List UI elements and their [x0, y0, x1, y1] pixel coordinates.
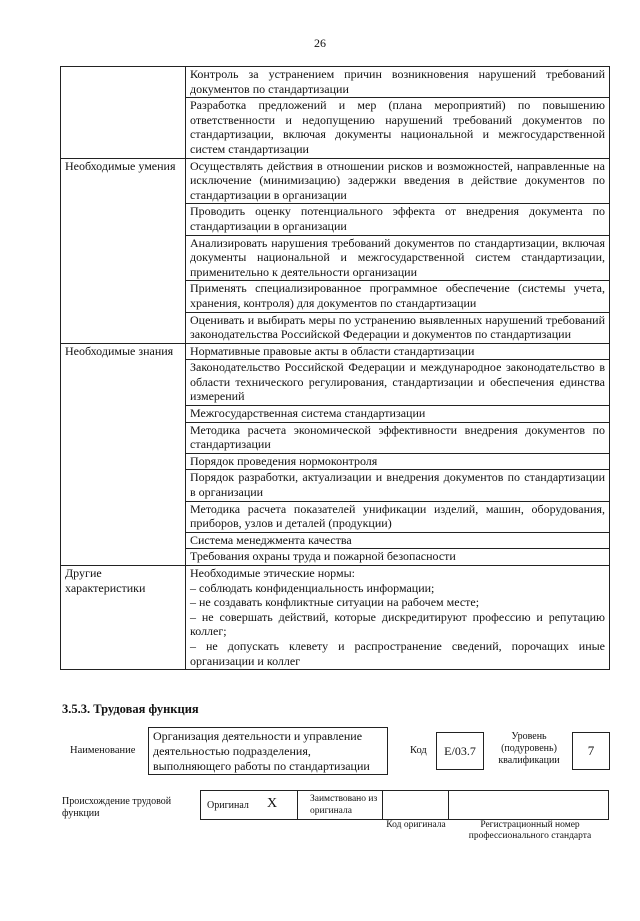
table-cell: Межгосударственная система стандартизации — [186, 406, 610, 423]
knowledge-label: Необходимые знания — [61, 343, 186, 565]
other-line: – не допускать клевету и распространение сведений, порочащих иные организации и коллег — [190, 638, 605, 668]
empty-label-cell — [61, 67, 186, 159]
table-cell: Законодательство Российской Федерации и международное законодательство в области технического регулирования, стандартизации и обеспечения единства измерений — [186, 360, 610, 406]
page-number: 26 — [314, 36, 326, 50]
code-value-box: E/03.7 — [436, 732, 484, 770]
table-cell: Применять специализированное программное обеспечение (системы учета, хранения, контроля) для документов по стандартизации — [186, 281, 610, 312]
original-mark: X — [267, 796, 278, 811]
skills-label: Необходимые умения — [61, 158, 186, 343]
other-line: – не совершать действий, которые дискредитируют профессию и репутацию коллег; — [190, 609, 605, 639]
other-label: Другие характеристики — [61, 566, 186, 670]
table-cell: Разработка предложений и мер (плана мероприятий) по повышению ответственности и недопущению нарушений требований документов по стандартизации, включая документы национальной и межгосударственной систем стандартизации — [186, 98, 610, 158]
level-value-box: 7 — [572, 732, 610, 770]
other-line: – соблюдать конфиденциальность информации; — [190, 580, 435, 595]
table-cell: Анализировать нарушения требований документов по стандартизации, включая документы национальной и межгосударственной систем стандартизации, применительно к деятельности организации — [186, 235, 610, 281]
original-cell — [200, 790, 298, 820]
name-label: Наименование — [70, 745, 136, 756]
section-title: 3.5.3. Трудовая функция — [62, 702, 199, 716]
requirements-table — [60, 66, 610, 670]
other-line: Необходимые этические нормы: — [190, 566, 355, 580]
other-cell — [186, 566, 610, 670]
table-cell: Порядок разработки, актуализации и внедрения документов по стандартизации в организации — [186, 470, 610, 501]
reg-number-label: Регистрационный номер профессионального стандарта — [468, 820, 592, 841]
table-cell: Требования охраны труда и пожарной безопасности — [186, 549, 610, 566]
origin-label: Происхождение трудовой функции — [62, 796, 172, 819]
table-cell: Осуществлять действия в отношении рисков и возможностей, направленные на исключение (минимизацию) задержки введения в действие документов по стандартизации в организации — [186, 158, 610, 204]
table-cell: Нормативные правовые акты в области стандартизации — [186, 343, 610, 360]
code-original-label: Код оригинала — [386, 820, 446, 830]
code-label: Код — [410, 745, 427, 756]
original-label: Оригинал — [207, 800, 249, 811]
table-cell: Методика расчета показателей унификации изделий, машин, оборудования, приборов, узлов и деталей (продукции) — [186, 501, 610, 532]
table-cell: Контроль за устранением причин возникновения нарушений требований документов по стандартизации — [186, 67, 610, 98]
table-cell: Система менеджмента качества — [186, 532, 610, 549]
table-cell: Методика расчета экономической эффективности внедрения документов по стандартизации — [186, 422, 610, 453]
table-cell: Порядок проведения нормоконтроля — [186, 453, 610, 470]
function-name-box: Организация деятельности и управление деятельностью подразделения, выполняющего работы по стандартизации — [148, 727, 388, 775]
table-cell: Проводить оценку потенциального эффекта от внедрения документа по стандартизации в организации — [186, 204, 610, 235]
table-cell: Оценивать и выбирать меры по устранению выявленных нарушений требований законодательства Российской Федерации и документов по стандартизации — [186, 312, 610, 343]
code-original-cell — [382, 790, 449, 820]
reg-number-cell — [448, 790, 609, 820]
borrowed-label: Заимствовано из оригинала — [310, 794, 378, 816]
other-line: – не создавать конфликтные ситуации на рабочем месте; — [190, 595, 480, 610]
level-label: Уровень (подуровень) квалификации — [498, 731, 560, 766]
borrowed-cell — [296, 790, 383, 820]
